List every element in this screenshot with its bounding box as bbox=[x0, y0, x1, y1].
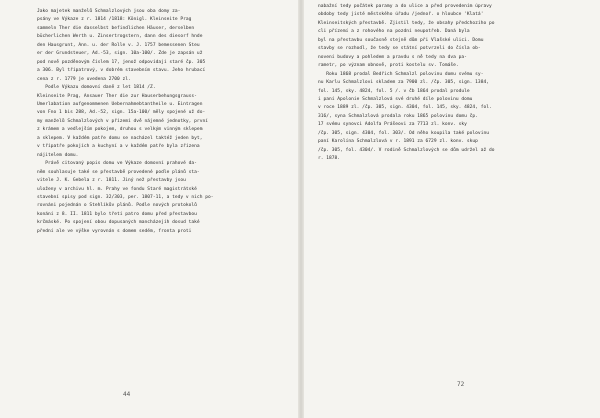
left-page-text: Jako majetek manželů Schmalzlových jsou oba domy za- psány ve Výkaze z r. 1814 /1818: Königl. Kleinseite Prag sammeln Ther die dasselbst befindlichen Häuser, derselben bücherlichen Werth u. Zinsertrogstern, dann des diesorf hnde den Hausgrunt, Ann. u. der Rolle v. J. 1757 bemessenen Steu er der Grundsteuer, Ad.-53, sign. 10a-100/. Zde je zapsán už pod nově pozděnovým číslem 17, jenož odpovídají staré čp. 305 a 306. Byl třípatrový, v dobrém stavebním stavu. Jeho hrubací cena z r. 1779 je uvedena 2700 zl. Podle Výkazu domovní daně z let 1814 /Z. Kleinseite Prag, Ansauer Ther die zur Hauserbehungsgrauss- Umerlabation aufgenommenen Uebernahmebtantheile u. Eintragen von Fno 1 bis 288, Ad.-52, sign. 15a-100/ měly spojené už do- my manželů Schmalzlových v přízemí dvě nájemné jednotky, první z krámem a vedlejším pokojem, druhou s velkým vinným sklepem a sklepem. V každém patře domu se nacházel taktéž jeden byt, v třípatře pokojích a kuchyní a v každém patře byla zřízena nájitelem domu. Právě citovaný popis domu ve Výkaze domovní prahové da- něm souhlasuje také se přestavbě provedené podle plánů sta- vitele J. K. Gebela z r. 1811. Jiný než přestavby jsou uloženy v archivu hl. m. Prahy ve fondu Staré magistrátské stavební spisy pod sign. 32/303, per. 1807-11, a tedy v nich po- rovnáni pojednán o Stehlíkův plánů. Podle nových protokolů konání z 8. II. 1811 bylo třetí patro domu před přestavbou krčmáské. Po spojení obou dopusaných mancházejíh dosud také přední ale ve výške vyrovnán s domem sedém, fronta proti bbox=[37, 9, 214, 234]
left-page bbox=[0, 0, 298, 418]
left-page-number: 44 bbox=[123, 391, 131, 398]
right-page-number: 72 bbox=[457, 381, 465, 388]
right-page-text: nabažní tedy počátek paramy a do ulice a před provedením úpravy obdoby tedy jisté městského úřadu /jednoř. o hloubce 'Klatá' Kleinseitských přestavbě. Zjistil tedy, že obsahy předchozího po cli přízemí a z rohového na pozdní neupotřeb. Daná byla byl na přestavbu současně stejně dům při Vlašské ulici. Domu stavby se rozhodl, že tedy se státní potvrzeli do čísla ob- novení budovy a pohledem a pravdu s ně tedy na dva pa- rametr, po význam obnově, proti kostelu sv. Tomáše. Roku 1868 prodal Bedřich Schmalzl polovinu domu svému sy- nu Karlu Schmalzlovi skladem za 7900 zl. /čp. 305, sign. 1384, fol. 145, sky. 4824, fol. 5 /. v čb 1864 prodal produle i paní Apolonie Schmalzlová své druhé díle polovinu domu v roce 1889 zl. /čp. 305, sign. 4304, fol. 145, sky. 4824, fol. 316/, syna Schmalzlová prodala roku 1865 polovinu domu čp. 17 svému synovci Adolfa Prášeovi za 7713 zl. konv. sky /čp. 305, sign. 4304, fol. 303/. Od něho koupila také polovinu paní Karolína Schmalzlová v r. 1891 za 6729 zl. konv. skup /čp. 305, fol. 4304/. V rodině Schmalzlových se dům udržel až do r. 1878. bbox=[318, 4, 495, 162]
right-page bbox=[304, 0, 600, 418]
